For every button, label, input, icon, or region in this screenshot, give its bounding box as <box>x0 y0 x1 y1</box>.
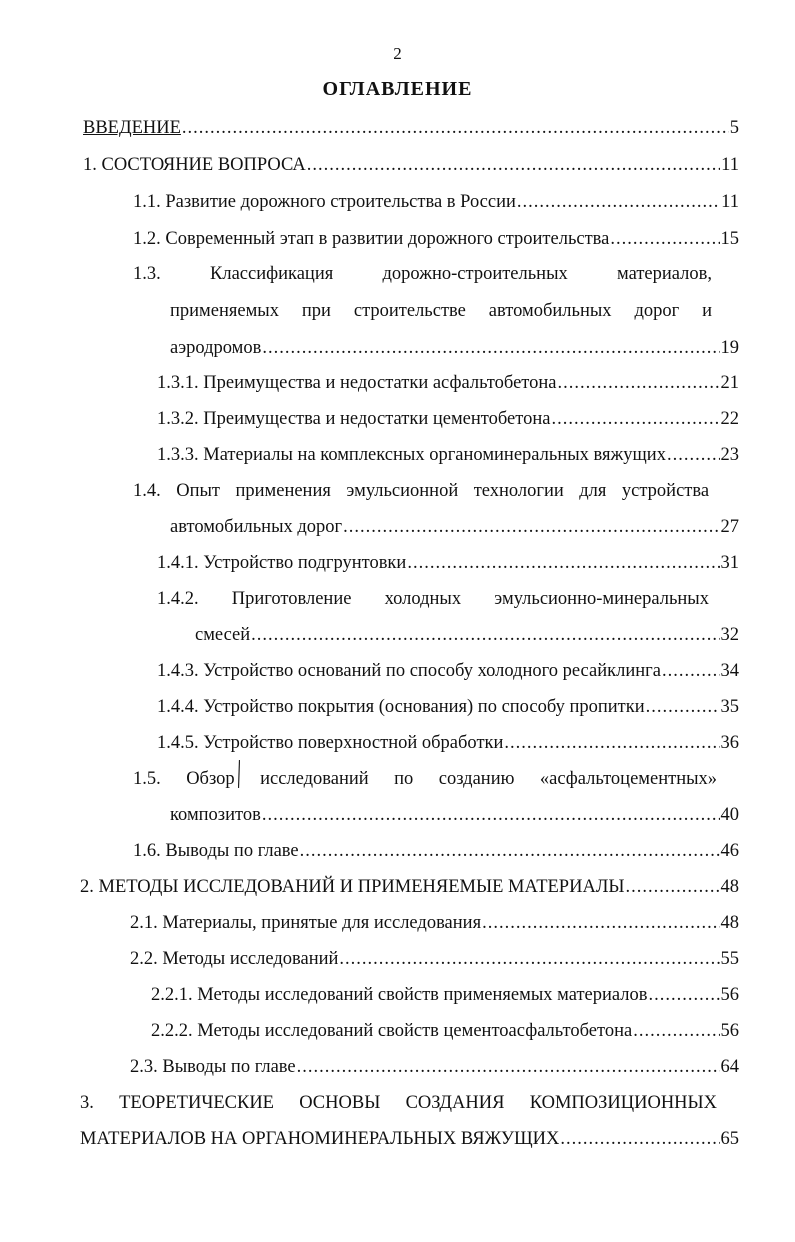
toc-entry-1-3-1[interactable] <box>157 373 739 394</box>
toc-entry-text: 1.4.4. Устройство покрытия (основания) по способу пропитки <box>157 697 645 717</box>
toc-entry-text: 2.1. Материалы, принятые для исследования <box>130 913 482 933</box>
toc-page-number: 5 <box>729 118 739 138</box>
toc-page-number: 40 <box>720 805 739 825</box>
toc-word: эмульсионной <box>346 481 459 501</box>
toc-entry-1-6[interactable] <box>133 841 739 862</box>
toc-entry-text: смесей <box>195 625 251 645</box>
toc-word: 1.5. <box>133 769 161 789</box>
toc-page-number: 27 <box>720 517 739 537</box>
toc-entry-1-1[interactable] <box>133 192 739 213</box>
toc-entry-1-4-2-line-2[interactable] <box>195 625 739 646</box>
toc-leader-dots <box>407 553 719 574</box>
toc-entry-1-2[interactable] <box>133 229 739 250</box>
toc-leader-dots <box>610 229 719 250</box>
toc-page-number: 34 <box>720 661 739 681</box>
toc-word: эмульсионно-минеральных <box>494 589 709 609</box>
toc-leader-dots <box>300 841 720 862</box>
toc-entry-2-2-2[interactable] <box>151 1021 739 1042</box>
toc-entry-section-2[interactable] <box>80 877 739 898</box>
toc-page-number: 31 <box>720 553 739 573</box>
toc-entry-text: аэродромов <box>170 338 262 358</box>
toc-entry-1-4-5[interactable] <box>157 733 739 754</box>
toc-leader-dots <box>648 985 719 1006</box>
toc-entry-1-4-2-line-1[interactable] <box>157 589 709 610</box>
toc-entry-text: 1.4.3. Устройство оснований по способу холодного ресайклинга <box>157 661 661 681</box>
toc-entry-text: МАТЕРИАЛОВ НА ОРГАНОМИНЕРАЛЬНЫХ ВЯЖУЩИХ <box>80 1129 560 1149</box>
toc-entry-text: 1.1. Развитие дорожного строительства в России <box>133 192 516 212</box>
toc-leader-dots <box>626 877 720 898</box>
toc-word: Опыт <box>176 481 220 501</box>
toc-entry-1-3-line-3[interactable] <box>170 338 739 359</box>
toc-page-number: 64 <box>720 1057 739 1077</box>
toc-word: 1.4. <box>133 481 161 501</box>
toc-leader-dots <box>504 733 719 754</box>
toc-page-number: 46 <box>720 841 739 861</box>
toc-leader-dots <box>557 373 719 394</box>
toc-entry-text: 1.2. Современный этап в развитии дорожного строительства <box>133 229 610 249</box>
toc-entry-1-4-3[interactable] <box>157 661 739 682</box>
toc-word: материалов, <box>617 264 713 284</box>
toc-entry-text: 2.2.2. Методы исследований свойств цементоасфальтобетона <box>151 1021 633 1041</box>
toc-page-number: 48 <box>720 877 739 897</box>
toc-page-number: 19 <box>720 338 739 358</box>
toc-page-number: 56 <box>720 1021 739 1041</box>
toc-word: технологии <box>473 481 564 501</box>
toc-entry-2-2[interactable] <box>130 949 739 970</box>
toc-leader-dots <box>667 445 720 466</box>
toc-leader-dots <box>297 1057 720 1078</box>
toc-word: дорожно-строительных <box>382 264 568 284</box>
toc-entry-introduction[interactable] <box>83 118 739 139</box>
toc-entry-1-3-3[interactable] <box>157 445 739 466</box>
toc-leader-dots <box>482 913 719 934</box>
toc-word: ТЕОРЕТИЧЕСКИЕ <box>119 1093 274 1113</box>
toc-word: созданию <box>438 769 515 789</box>
toc-entry-1-4-4[interactable] <box>157 697 739 718</box>
toc-word: 1.4.2. <box>157 589 199 609</box>
toc-entry-2-3[interactable] <box>130 1057 739 1078</box>
toc-word: Приготовление <box>231 589 352 609</box>
toc-leader-dots <box>251 625 719 646</box>
toc-word: «асфальтоцементных» <box>539 769 718 789</box>
toc-leader-dots <box>262 805 720 826</box>
toc-leader-dots <box>517 192 720 213</box>
toc-entry-text: 1.3.2. Преимущества и недостатки цементобетона <box>157 409 551 429</box>
toc-entry-2-1[interactable] <box>130 913 739 934</box>
toc-leader-dots <box>646 697 720 718</box>
toc-word: исследований <box>260 769 369 789</box>
toc-word: 1.3. Классификация <box>133 264 334 284</box>
toc-page-number: 32 <box>720 625 739 645</box>
toc-word: холодных <box>384 589 462 609</box>
toc-word: применяемых <box>170 301 279 321</box>
toc-entry-1-4-line-2[interactable] <box>170 517 739 538</box>
toc-leader-dots <box>662 661 720 682</box>
toc-entry-section-1[interactable] <box>83 155 739 176</box>
toc-entry-text: 1.6. Выводы по главе <box>133 841 299 861</box>
toc-page-number: 22 <box>720 409 739 429</box>
toc-page-number: 11 <box>721 155 739 175</box>
toc-word: устройства <box>621 481 710 501</box>
toc-word: по <box>394 769 414 789</box>
toc-entry-1-3-2[interactable] <box>157 409 739 430</box>
toc-page-number: 21 <box>720 373 739 393</box>
toc-leader-dots <box>262 338 719 359</box>
toc-word: дорог <box>634 301 680 321</box>
toc-entry-text: 1.4.1. Устройство подгрунтовки <box>157 553 407 573</box>
toc-word: ОСНОВЫ <box>299 1093 381 1113</box>
toc-entry-2-2-1[interactable] <box>151 985 739 1006</box>
toc-entry-1-3-line-2[interactable] <box>170 301 712 322</box>
toc-page-number: 55 <box>720 949 739 969</box>
toc-entry-1-3-line-1[interactable] <box>133 264 712 285</box>
toc-entry-text: 1. СОСТОЯНИЕ ВОПРОСА <box>83 155 306 175</box>
toc-entry-1-5-line-1[interactable] <box>133 769 717 790</box>
toc-entry-1-4-1[interactable] <box>157 553 739 574</box>
toc-entry-text: 1.3.3. Материалы на комплексных органоминеральных вяжущих <box>157 445 666 465</box>
toc-leader-dots <box>560 1129 719 1150</box>
toc-entry-text: 2.3. Выводы по главе <box>130 1057 296 1077</box>
toc-entry-text: ВВЕДЕНИЕ <box>83 118 181 138</box>
toc-word: 3. <box>80 1093 94 1113</box>
toc-word: применения <box>235 481 331 501</box>
toc-entry-text: композитов <box>170 805 261 825</box>
page-title: ОГЛАВЛЕНИЕ <box>322 78 473 100</box>
toc-word: КОМПОЗИЦИОННЫХ <box>529 1093 718 1113</box>
toc-word: Обзор <box>186 769 235 789</box>
toc-leader-dots <box>339 949 719 970</box>
toc-entry-section-3-line-1[interactable] <box>80 1093 717 1114</box>
toc-page-number: 23 <box>720 445 739 465</box>
toc-page-number: 36 <box>720 733 739 753</box>
toc-page-number: 15 <box>720 229 739 249</box>
toc-word: СОЗДАНИЯ <box>405 1093 505 1113</box>
toc-entry-text: 2.2. Методы исследований <box>130 949 339 969</box>
toc-entry-text: автомобильных дорог <box>170 517 343 537</box>
toc-page-number: 35 <box>720 697 739 717</box>
toc-entry-section-3-line-2[interactable] <box>80 1129 739 1150</box>
toc-entry-text: 1.4.5. Устройство поверхностной обработки <box>157 733 504 753</box>
toc-entry-1-4-line-1[interactable] <box>133 481 709 502</box>
toc-leader-dots <box>551 409 719 430</box>
toc-leader-dots <box>307 155 720 176</box>
toc-entry-1-5-line-2[interactable] <box>170 805 739 826</box>
toc-page-number: 65 <box>720 1129 739 1149</box>
toc-word: автомобильных <box>488 301 612 321</box>
toc-leader-dots <box>633 1021 719 1042</box>
toc-page-number: 56 <box>720 985 739 1005</box>
toc-page-number: 48 <box>720 913 739 933</box>
toc-word: для <box>579 481 607 501</box>
toc-leader-dots <box>343 517 719 538</box>
toc-word: и <box>702 301 713 321</box>
toc-entry-text: 2. МЕТОДЫ ИССЛЕДОВАНИЙ И ПРИМЕНЯЕМЫЕ МАТЕРИАЛЫ <box>80 877 625 897</box>
toc-entry-text: 2.2.1. Методы исследований свойств применяемых материалов <box>151 985 648 1005</box>
toc-word: строительстве <box>353 301 466 321</box>
toc-word: при <box>301 301 331 321</box>
toc-leader-dots <box>182 118 729 139</box>
toc-page-number: 11 <box>721 192 739 212</box>
page-number: 2 <box>393 44 402 63</box>
toc-entry-text: 1.3.1. Преимущества и недостатки асфальтобетона <box>157 373 557 393</box>
